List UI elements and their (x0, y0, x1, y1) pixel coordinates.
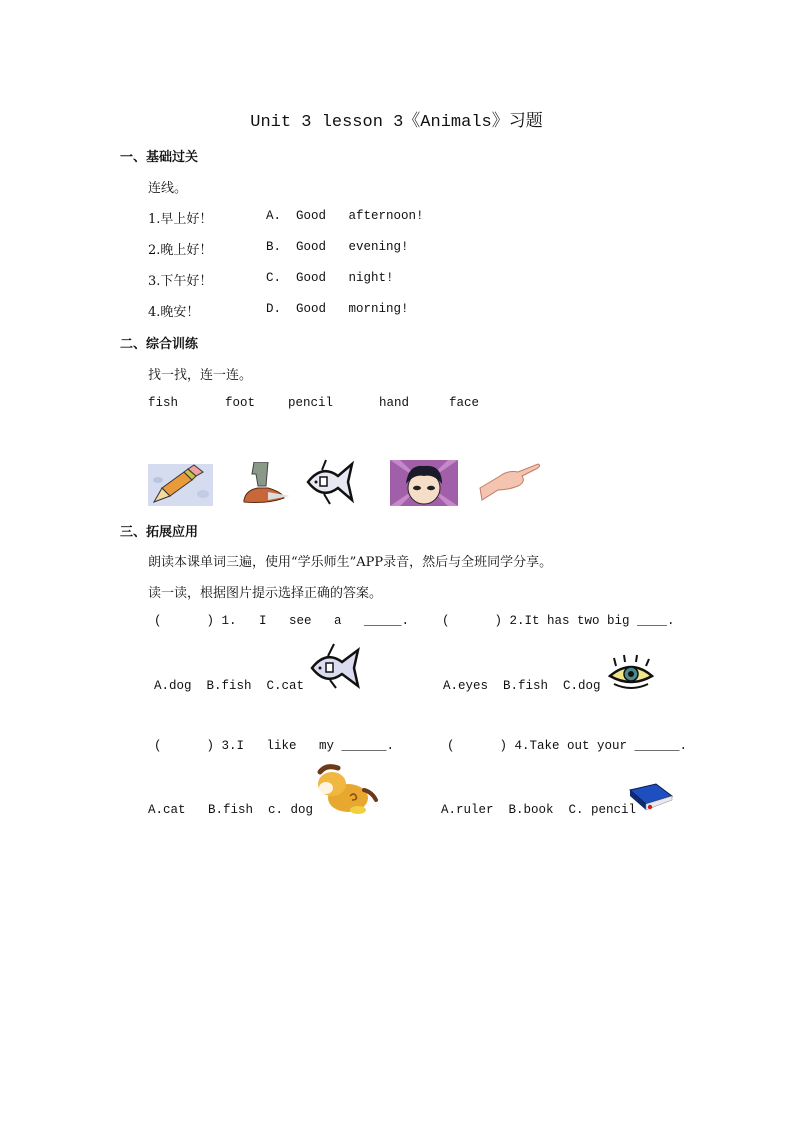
section3-instruction-2: 读一读，根据图片提示选择正确的答案。 (148, 586, 383, 601)
question-2-options: A.eyes B.fish C.dog (443, 679, 601, 693)
section2-heading: 二、综合训练 (120, 337, 199, 352)
question-2-stem: ( ) 2.It has two big ____. (442, 614, 675, 628)
greeting-en-d: D. Good morning! (266, 302, 409, 316)
hand-picture (478, 460, 542, 504)
page-title: Unit 3 lesson 3《Animals》习题 (250, 113, 543, 132)
section3-heading: 三、拓展应用 (120, 525, 199, 540)
section1-heading: 一、基础过关 (120, 150, 199, 165)
question-3-stem: ( ) 3.I like my ______. (154, 739, 395, 753)
foot-picture (238, 462, 290, 506)
question-1-options: A.dog B.fish C.cat (154, 679, 305, 693)
greeting-cn-4: 4.晚安！ (148, 305, 200, 320)
section1-instruction: 连线。 (148, 181, 188, 196)
fish-picture (304, 458, 356, 506)
word-hand: hand (379, 396, 410, 410)
question-3-options: A.cat B.fish c. dog (148, 803, 314, 817)
greeting-en-a: A. Good afternoon! (266, 209, 424, 223)
greeting-cn-1: 1.早上好！ (148, 212, 213, 227)
question-1-stem: ( ) 1. I see a _____. (154, 614, 410, 628)
greeting-en-c: C. Good night! (266, 271, 394, 285)
section3-instruction-1: 朗读本课单词三遍，使用“学乐师生”APP录音，然后与全班同学分享。 (148, 555, 553, 570)
question-2-eye-picture (606, 654, 656, 690)
pencil-picture (148, 464, 213, 506)
question-4-options: A.ruler B.book C. pencil (441, 803, 637, 817)
section2-instruction: 找一找，连一连。 (148, 368, 253, 383)
question-4-book-picture (628, 782, 674, 812)
question-1-fish-picture (308, 642, 362, 690)
word-fish: fish (148, 396, 179, 410)
greeting-cn-3: 3.下午好！ (148, 274, 213, 289)
greeting-en-b: B. Good evening! (266, 240, 409, 254)
question-4-stem: ( ) 4.Take out your ______. (447, 739, 688, 753)
face-picture (390, 460, 458, 506)
word-face: face (449, 396, 480, 410)
question-3-dog-picture (312, 764, 380, 816)
word-pencil: pencil (288, 396, 334, 410)
greeting-cn-2: 2.晚上好！ (148, 243, 213, 258)
word-foot: foot (225, 396, 256, 410)
